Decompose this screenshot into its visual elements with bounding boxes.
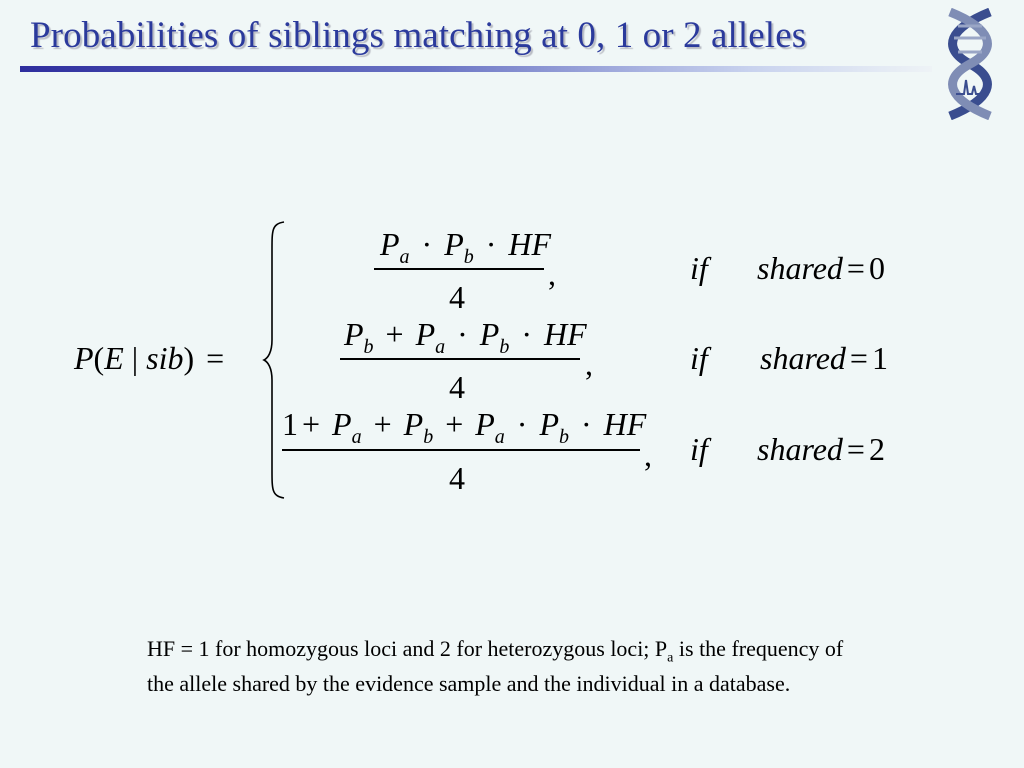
case-1-condition: shared = 1 — [760, 340, 888, 376]
formula-lhs: P(E | sib) = — [74, 340, 225, 376]
case-0-denominator: 4 — [449, 279, 465, 315]
case-0-fraction-bar — [374, 268, 544, 270]
case-1-comma: , — [585, 346, 593, 382]
case-2-condition: shared = 2 — [757, 431, 885, 467]
left-brace — [262, 220, 288, 500]
case-0-numerator: $P_a \cdot P_b$ · HF — [380, 226, 552, 268]
case-2-fraction-bar — [282, 449, 640, 451]
case-1-fraction-bar — [340, 358, 580, 360]
case-1-numerator: $P_b + P_a \cdot P_b$ · HF — [344, 316, 587, 358]
case-1-if: if — [690, 340, 708, 376]
slide-title: Probabilities of siblings matching at 0, 1 or 2 alleles — [30, 15, 807, 56]
case-1-denominator: 4 — [449, 369, 465, 405]
case-2-comma: , — [644, 437, 652, 473]
footnote-subscript: a — [667, 650, 674, 666]
footnote — [147, 631, 867, 701]
case-0-comma: , — [548, 256, 556, 292]
case-2-denominator: 4 — [449, 460, 465, 496]
case-0-if: if — [690, 250, 708, 286]
footnote-text-start: HF = 1 for homozygous loci and 2 for heterozygous loci; P — [147, 636, 668, 661]
case-2-if: if — [690, 431, 708, 467]
footnote-text-end: is the frequency of the allele shared by the evidence sample and the individual in a database. — [147, 636, 844, 696]
case-2-numerator: $1 + P_a + P_b + P_a \cdot P_b$ · HF — [282, 406, 647, 448]
case-0-condition: shared = 0 — [757, 250, 885, 286]
